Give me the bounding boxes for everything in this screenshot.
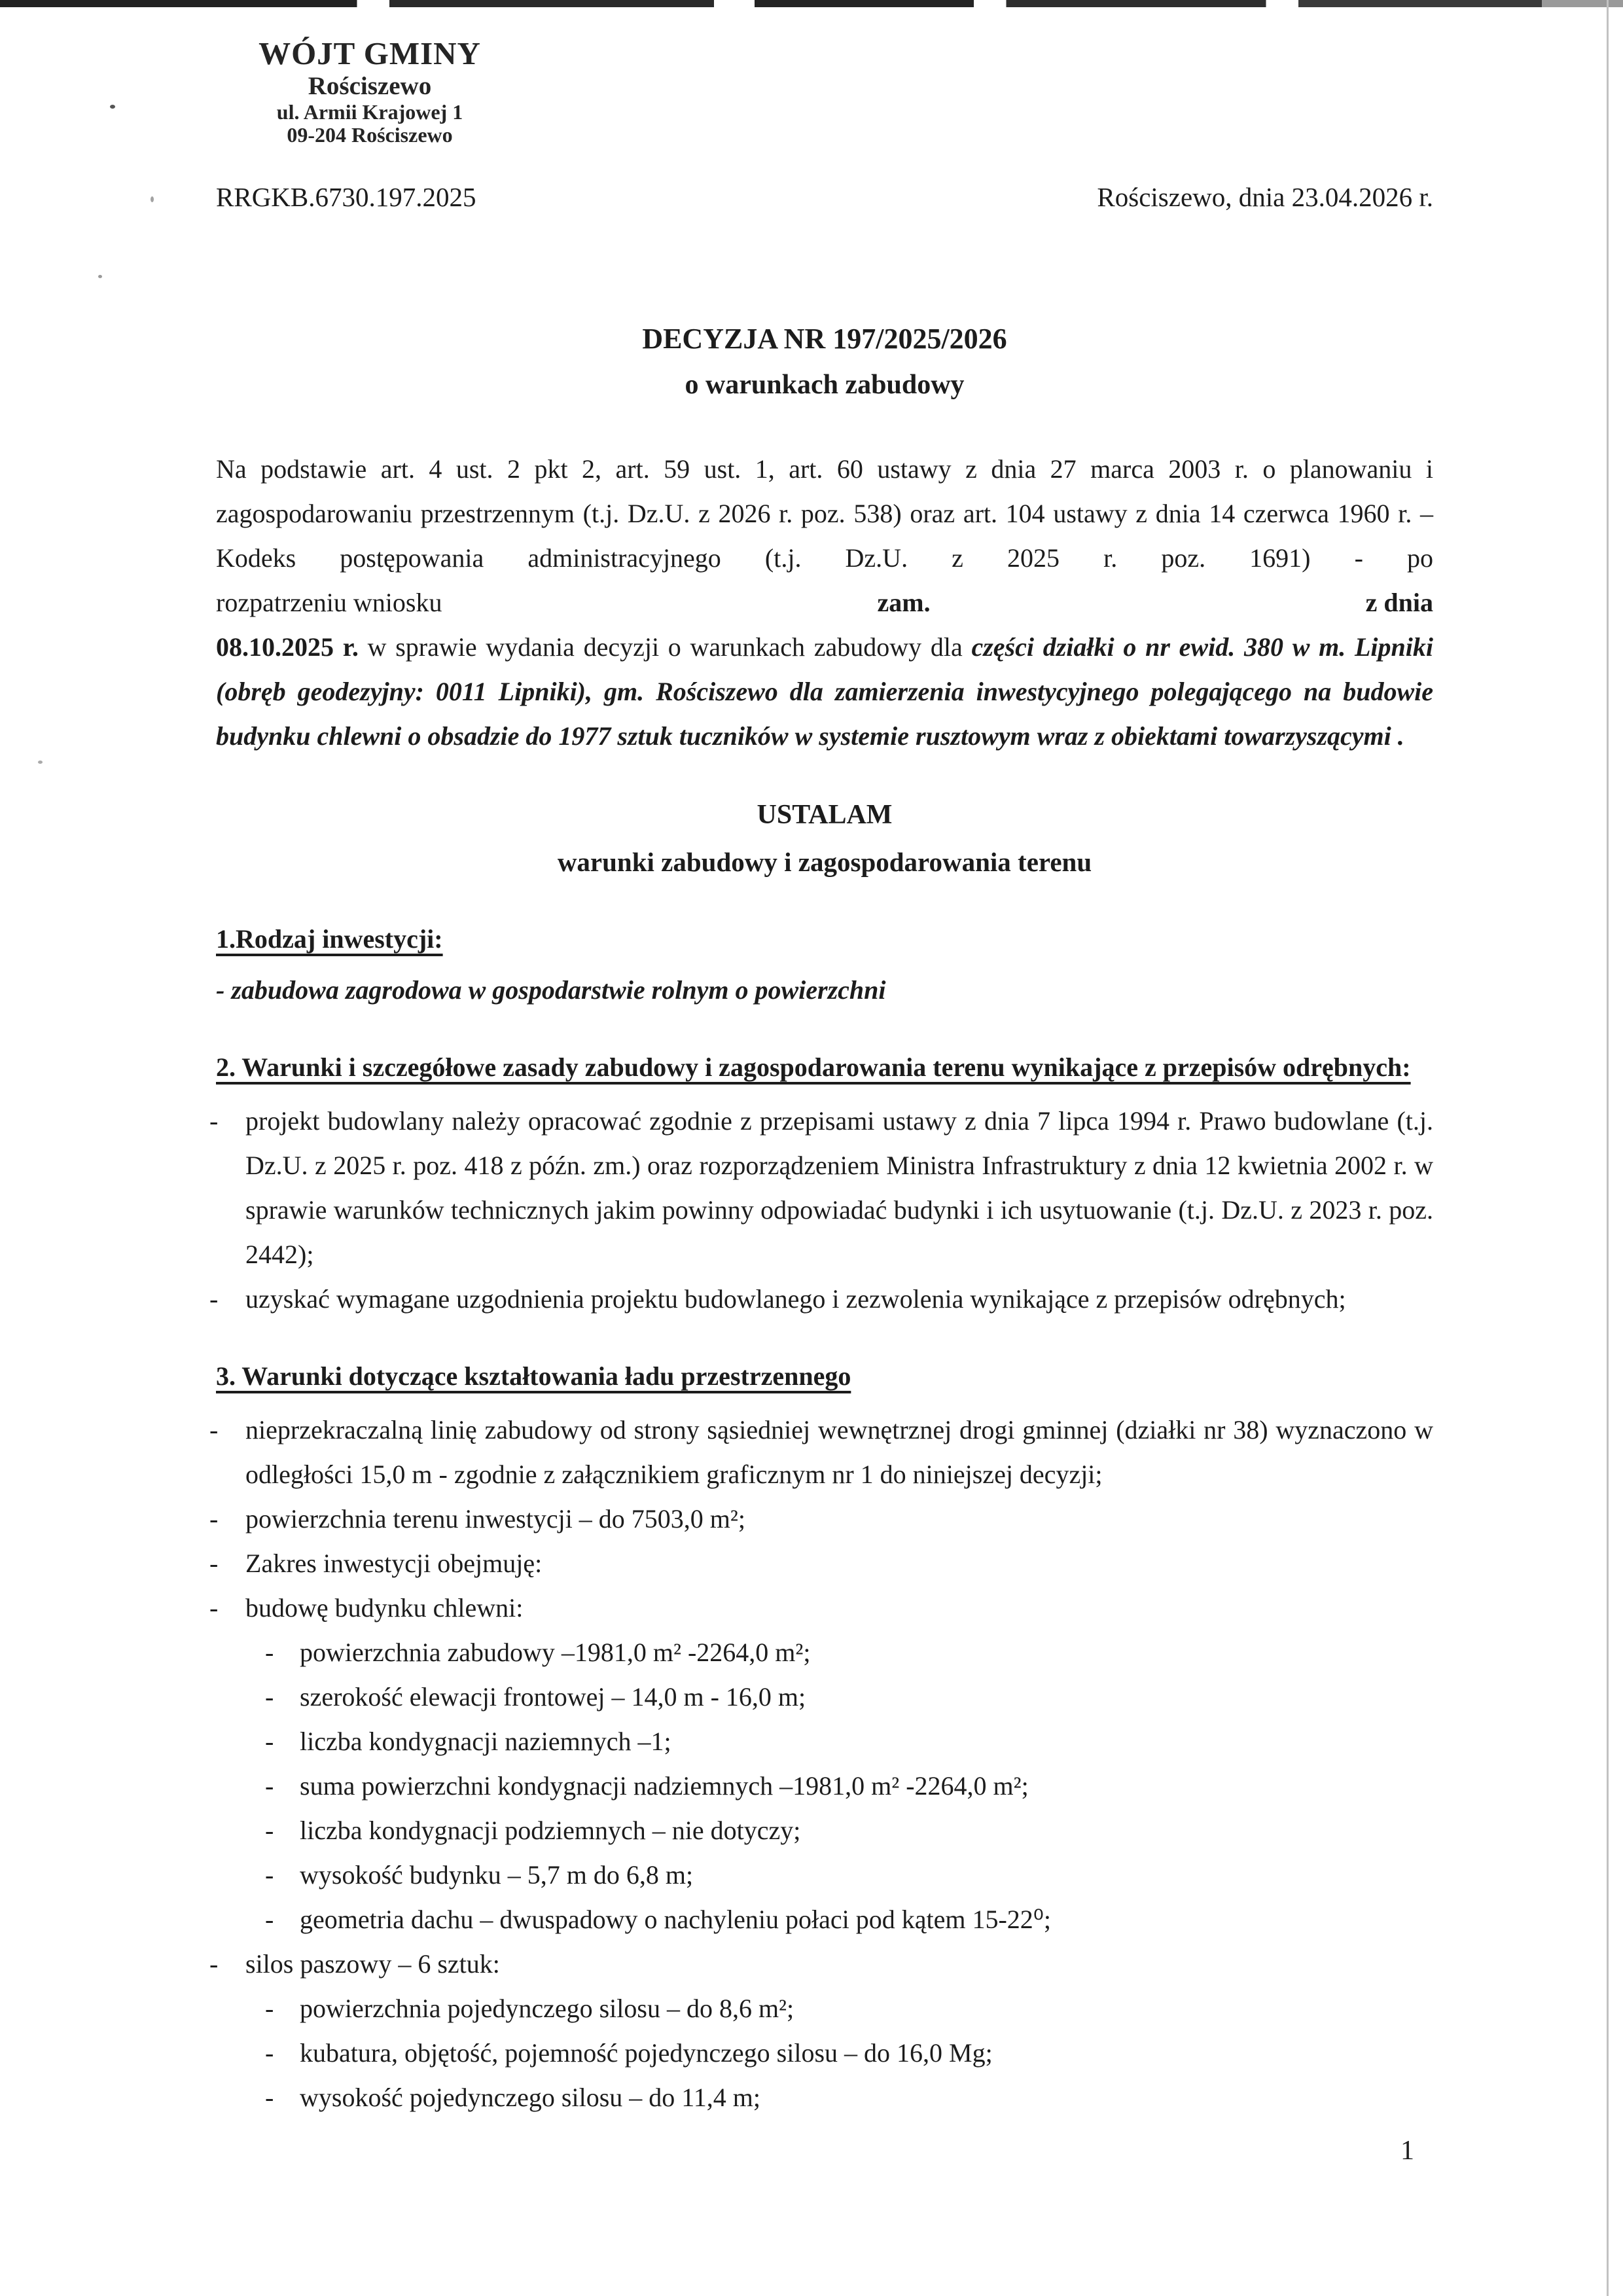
section-3-bullets <box>209 1408 1433 2120</box>
bullet-text: projekt budowlany należy opracować zgodnie z przepisami ustawy z dnia 7 lipca 1994 r. Prawo budowlane (t.j. Dz.U. z 2025 r. poz. 418 z późn. zm.) oraz rozporządzeniem Ministra Infrastruktury z dnia 12 kwietnia 2002 r. w sprawie warunków technicznych jakim powinny odpowiadać budynki i ich usytuowanie (t.j. Dz.U. z 2023 r. poz. 2442); <box>245 1106 1433 1270</box>
bullet-text: budowę budynku chlewni: <box>245 1593 524 1623</box>
bullet-dash: - <box>265 1682 274 1712</box>
decision-subject: o warunkach zabudowy <box>685 370 965 401</box>
bullet-item <box>209 1497 1433 1541</box>
bullet-dash: - <box>265 1816 274 1846</box>
bullet-dash: - <box>209 1106 219 1136</box>
bullet-dash: - <box>265 1727 274 1757</box>
bullet-item <box>216 2031 1433 2075</box>
bullet-text: uzyskać wymagane uzgodnienia projektu budowlanego i zezwolenia wynikające z przepisów odrębnych; <box>245 1284 1346 1314</box>
section-2-heading: 2. Warunki i szczegółowe zasady zabudowy i zagospodarowania terenu wynikające z przepisów odrębnych: <box>216 1052 1411 1083</box>
decision-title <box>216 316 1433 408</box>
applicant-redacted-row <box>216 581 1433 625</box>
bullet-item <box>209 1942 1433 1986</box>
investment-description: części działki o nr ewid. 380 w m. Lipniki (obręb geodezyjny: 0011 Lipniki), gm. Rościszewo dla zamierzenia inwestycyjnego polegającego na budowie budynku chlewni o obsadzie do 1977 sztuk tuczników w systemie rusztowym wraz z obiektami towarzyszącymi . <box>216 632 1433 751</box>
decision-number: DECYZJA NR 197/2025/2026 <box>642 323 1007 355</box>
bullet-dash: - <box>265 1638 274 1668</box>
bullet-text: nieprzekraczalną linię zabudowy od strony sąsiedniej wewnętrznej drogi gminnej (działki nr 38) wyznaczono w odległości 15,0 m - zgodnie z załącznikiem graficznym nr 1 do niniejszej decyzji; <box>245 1415 1433 1490</box>
section-1-heading: 1.Rodzaj inwestycji: <box>216 924 443 954</box>
application-description <box>216 625 1433 759</box>
bullet-text: liczba kondygnacji podziemnych – nie dotyczy; <box>300 1816 801 1846</box>
bullet-dash: - <box>209 1549 219 1579</box>
bullet-text: silos paszowy – 6 sztuk: <box>245 1949 500 1979</box>
bullet-text: wysokość budynku – 5,7 m do 6,8 m; <box>300 1860 694 1890</box>
bullet-item <box>216 1808 1433 1853</box>
stamp-municipality: Rościszewo <box>308 71 432 100</box>
section-2-bullets <box>209 1099 1433 1321</box>
section-1-item: - zabudowa zagrodowa w gospodarstwie rolnym o powierzchni <box>216 975 886 1005</box>
application-date: 08.10.2025 r. <box>216 632 359 662</box>
bullet-text: szerokość elewacji frontowej – 14,0 m - 16,0 m; <box>300 1682 806 1712</box>
bullet-text: geometria dachu – dwuspadowy o nachyleniu połaci pod kątem 15-22⁰; <box>300 1905 1051 1935</box>
bullet-text: suma powierzchni kondygnacji nadziemnych –1981,0 m² -2264,0 m²; <box>300 1771 1029 1801</box>
stamp-authority-name: WÓJT GMINY <box>259 35 481 71</box>
bullet-dash: - <box>209 1415 219 1445</box>
bullet-item <box>216 1986 1433 2031</box>
bullet-text: powierzchnia terenu inwestycji – do 7503,0 m²; <box>245 1504 746 1534</box>
bullet-text: Zakres inwestycji obejmuję: <box>245 1549 543 1579</box>
bullet-dash: - <box>265 1994 274 2024</box>
bullet-dash: - <box>265 1771 274 1801</box>
applicant-request-label: rozpatrzeniu wniosku <box>216 588 442 618</box>
ustalam-heading: USTALAM <box>757 800 893 831</box>
bullet-item <box>216 1764 1433 1808</box>
reference-row <box>216 175 1433 219</box>
bullet-dash: - <box>265 2038 274 2068</box>
ustalam-subheading: warunki zabudowy i zagospodarowania terenu <box>557 847 1092 878</box>
bullet-item <box>209 1541 1433 1586</box>
section-3-heading: 3. Warunki dotyczące kształtowania ładu przestrzennego <box>216 1361 851 1391</box>
case-reference-number: RRGKB.6730.197.2025 <box>216 182 476 213</box>
bullet-text: powierzchnia pojedynczego silosu – do 8,6 m²; <box>300 1994 794 2024</box>
legal-basis-text: Na podstawie art. 4 ust. 2 pkt 2, art. 59 ust. 1, art. 60 ustawy z dnia 27 marca 2003 r. o planowaniu i zagospodarowaniu przestrzennym (t.j. Dz.U. z 2026 r. poz. 538) oraz art. 104 ustawy z dnia 14 czerwca 1960 r. – Kodeks postępowania administracyjnego (t.j. Dz.U. z 2025 r. poz. 1691) - po <box>216 454 1433 573</box>
authority-stamp <box>249 36 491 147</box>
bullet-dash: - <box>209 1284 219 1314</box>
bullet-text: kubatura, objętość, pojemność pojedynczego silosu – do 16,0 Mg; <box>300 2038 993 2068</box>
bullet-item <box>209 1277 1433 1321</box>
bullet-text: liczba kondygnacji naziemnych –1; <box>300 1727 671 1757</box>
bullet-dash: - <box>209 1593 219 1623</box>
bullet-dash: - <box>209 1949 219 1979</box>
stamp-street: ul. Armii Krajowej 1 <box>276 99 463 124</box>
bullet-item <box>216 1719 1433 1764</box>
bullet-dash: - <box>265 1860 274 1890</box>
of-date-label: z dnia <box>1365 588 1433 618</box>
bullet-dash: - <box>265 1905 274 1935</box>
bullet-text: wysokość pojedynczego silosu – do 11,4 m; <box>300 2083 761 2113</box>
bullet-item <box>216 1897 1433 1942</box>
page-number: 1 <box>1400 2136 1414 2166</box>
bullet-item <box>209 1586 1433 1630</box>
application-purpose: w sprawie wydania decyzji o warunkach zabudowy dla <box>358 632 972 662</box>
bullet-item <box>209 1408 1433 1497</box>
bullet-item <box>216 1675 1433 1719</box>
bullet-item <box>216 1630 1433 1675</box>
bullet-item <box>209 1099 1433 1277</box>
bullet-dash: - <box>265 2083 274 2113</box>
bullet-text: powierzchnia zabudowy –1981,0 m² -2264,0 m²; <box>300 1638 811 1668</box>
bullet-item <box>216 2075 1433 2120</box>
stamp-postal-city: 09-204 Rościszewo <box>287 123 453 147</box>
legal-basis-paragraph <box>216 447 1433 759</box>
place-and-date: Rościszewo, dnia 23.04.2026 r. <box>1097 182 1433 213</box>
bullet-dash: - <box>209 1504 219 1534</box>
residence-abbrev: zam. <box>877 588 931 618</box>
bullet-item <box>216 1853 1433 1897</box>
